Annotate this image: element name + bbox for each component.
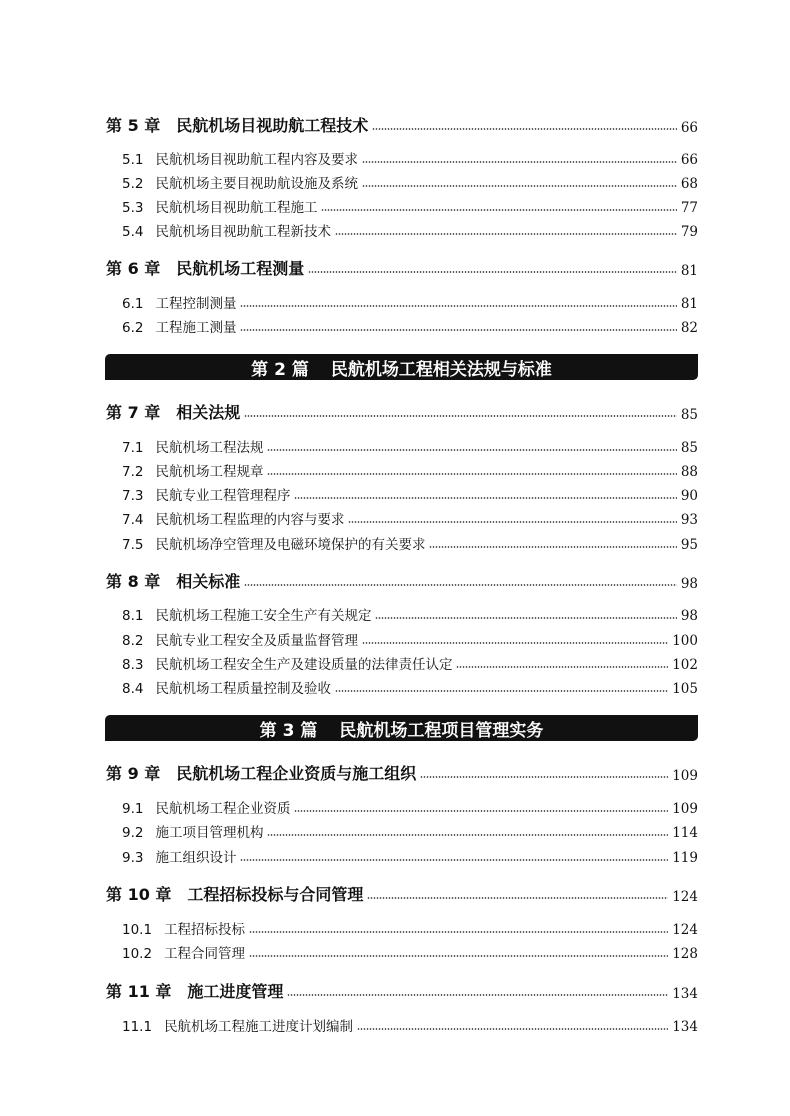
entry-title: 民航机场目视助航工程内容及要求	[155, 152, 358, 168]
dot-leader	[294, 497, 676, 499]
entry-number: 7.5	[122, 537, 144, 553]
page-number: 124	[672, 922, 698, 938]
dot-leader	[362, 161, 677, 163]
section-entry[interactable]	[122, 292, 698, 312]
entry-title: 民航机场工程企业资质与施工组织	[176, 764, 417, 783]
dot-leader	[267, 473, 676, 475]
page-number: 95	[680, 537, 698, 553]
entry-title: 民航机场目视助航工程施工	[155, 200, 318, 216]
page-number: 85	[680, 440, 698, 456]
part-number: 第 2 篇	[251, 359, 309, 380]
section-entry[interactable]	[122, 508, 698, 528]
dot-leader	[335, 690, 668, 692]
entry-title: 工程施工测量	[155, 320, 237, 336]
entry-number: 第 11 章	[106, 982, 172, 1001]
section-entry[interactable]	[122, 436, 698, 456]
dot-leader	[335, 233, 677, 235]
entry-number: 6.1	[122, 296, 144, 312]
entry-title: 民航机场目视助航工程技术	[176, 116, 369, 135]
entry-number: 10.1	[122, 922, 153, 938]
part-banner	[105, 715, 698, 741]
entry-title: 工程控制测量	[155, 296, 237, 312]
dot-leader	[372, 128, 677, 130]
entry-title: 工程合同管理	[164, 946, 246, 962]
entry-number: 5.3	[122, 200, 144, 216]
page-number: 109	[672, 768, 698, 784]
entry-number: 8.1	[122, 608, 144, 624]
dot-leader	[362, 642, 668, 644]
entry-title: 民航机场工程测量	[176, 259, 305, 278]
page-number: 100	[672, 633, 698, 649]
entry-number: 6.2	[122, 320, 144, 336]
entry-title: 民航机场工程安全生产及建设质量的法律责任认定	[155, 657, 453, 673]
part-number: 第 3 篇	[259, 720, 318, 741]
entry-number: 第 10 章	[106, 885, 172, 904]
section-entry[interactable]	[122, 653, 698, 673]
entry-title: 民航机场工程规章	[155, 464, 264, 480]
dot-leader	[357, 1028, 668, 1030]
page-number: 85	[680, 407, 698, 423]
entry-title: 工程招标投标	[164, 922, 246, 938]
dot-leader	[348, 521, 676, 523]
dot-leader	[267, 834, 668, 836]
entry-number: 第 5 章	[106, 116, 161, 135]
entry-number: 11.1	[122, 1019, 153, 1035]
page-number: 77	[680, 200, 698, 216]
section-entry[interactable]	[122, 629, 698, 649]
entry-title: 民航专业工程安全及质量监督管理	[155, 633, 358, 649]
page-number: 90	[680, 488, 698, 504]
entry-number: 7.2	[122, 464, 144, 480]
section-entry[interactable]	[122, 846, 698, 866]
dot-leader	[308, 271, 677, 273]
chapter-entry[interactable]	[106, 762, 698, 784]
entry-number: 9.3	[122, 850, 144, 866]
section-entry[interactable]	[122, 821, 698, 841]
entry-title: 民航专业工程管理程序	[155, 488, 291, 504]
page-number: 81	[680, 296, 698, 312]
dot-leader	[362, 185, 677, 187]
entry-title: 民航机场工程法规	[155, 440, 264, 456]
entry-title: 相关标准	[176, 572, 241, 591]
entry-title: 民航机场目视助航工程新技术	[155, 224, 331, 240]
section-entry[interactable]	[122, 484, 698, 504]
page-number: 98	[680, 576, 698, 592]
part-banner	[105, 354, 698, 380]
dot-leader	[456, 666, 668, 668]
dot-leader	[367, 897, 668, 899]
entry-title: 民航机场工程企业资质	[155, 801, 291, 817]
dot-leader	[249, 955, 668, 957]
section-entry[interactable]	[122, 316, 698, 336]
entry-number: 7.3	[122, 488, 144, 504]
section-entry[interactable]	[122, 677, 698, 697]
chapter-entry[interactable]	[106, 401, 698, 423]
part-title: 民航机场工程项目管理实务	[339, 720, 544, 741]
page-number: 66	[680, 120, 698, 136]
page-number: 128	[672, 946, 698, 962]
section-entry[interactable]	[122, 460, 698, 480]
chapter-entry[interactable]	[106, 570, 698, 592]
page-number: 66	[680, 152, 698, 168]
dot-leader	[244, 415, 677, 417]
dot-leader	[375, 617, 676, 619]
entry-number: 9.2	[122, 825, 144, 841]
entry-number: 第 6 章	[106, 259, 161, 278]
dot-leader	[240, 329, 676, 331]
section-entry[interactable]	[122, 797, 698, 817]
page-number: 134	[672, 1019, 698, 1035]
section-entry[interactable]	[122, 196, 698, 216]
entry-title: 民航机场工程质量控制及验收	[155, 681, 331, 697]
page-number: 134	[672, 986, 698, 1002]
page-number: 88	[680, 464, 698, 480]
entry-title: 工程招标投标与合同管理	[187, 885, 364, 904]
dot-leader	[240, 305, 676, 307]
page-number: 114	[672, 825, 698, 841]
entry-number: 第 8 章	[106, 572, 161, 591]
entry-number: 5.1	[122, 152, 144, 168]
section-entry[interactable]	[122, 172, 698, 192]
entry-number: 9.1	[122, 801, 144, 817]
dot-leader	[267, 449, 676, 451]
entry-title: 民航机场主要目视助航设施及系统	[155, 176, 358, 192]
entry-number: 8.4	[122, 681, 144, 697]
section-entry[interactable]	[122, 604, 698, 624]
page-number: 109	[672, 801, 698, 817]
dot-leader	[429, 546, 676, 548]
entry-number: 7.4	[122, 512, 144, 528]
section-entry[interactable]	[122, 942, 698, 962]
page-number: 124	[672, 889, 698, 905]
entry-number: 第 9 章	[106, 764, 161, 783]
dot-leader	[321, 209, 676, 211]
chapter-entry[interactable]	[106, 114, 698, 136]
page-number: 119	[672, 850, 698, 866]
page-number: 93	[680, 512, 698, 528]
entry-number: 8.3	[122, 657, 144, 673]
section-entry[interactable]	[122, 918, 698, 938]
section-entry[interactable]	[122, 533, 698, 553]
page-number: 68	[680, 176, 698, 192]
page-number: 79	[680, 224, 698, 240]
dot-leader	[249, 931, 668, 933]
page-number: 98	[680, 608, 698, 624]
dot-leader	[287, 994, 668, 996]
chapter-entry[interactable]	[106, 980, 698, 1002]
entry-number: 8.2	[122, 633, 144, 649]
entry-title: 民航机场净空管理及电磁环境保护的有关要求	[155, 537, 426, 553]
entry-title: 施工项目管理机构	[155, 825, 264, 841]
chapter-entry[interactable]	[106, 883, 698, 905]
section-entry[interactable]	[122, 1015, 698, 1035]
section-entry[interactable]	[122, 148, 698, 168]
chapter-entry[interactable]	[106, 257, 698, 279]
dot-leader	[240, 859, 668, 861]
dot-leader	[244, 584, 677, 586]
entry-number: 5.4	[122, 224, 144, 240]
part-title: 民航机场工程相关法规与标准	[330, 359, 552, 380]
entry-title: 民航机场工程施工进度计划编制	[164, 1019, 354, 1035]
page-number: 82	[680, 320, 698, 336]
section-entry[interactable]	[122, 220, 698, 240]
page-number: 81	[680, 263, 698, 279]
entry-number: 7.1	[122, 440, 144, 456]
entry-title: 施工进度管理	[187, 982, 284, 1001]
page-number: 105	[672, 681, 698, 697]
entry-title: 民航机场工程施工安全生产有关规定	[155, 608, 372, 624]
entry-title: 施工组织设计	[155, 850, 237, 866]
dot-leader	[294, 810, 668, 812]
entry-number: 10.2	[122, 946, 153, 962]
dot-leader	[420, 776, 668, 778]
entry-number: 第 7 章	[106, 403, 161, 422]
entry-number: 5.2	[122, 176, 144, 192]
page-number: 102	[672, 657, 698, 673]
entry-title: 相关法规	[176, 403, 241, 422]
entry-title: 民航机场工程监理的内容与要求	[155, 512, 345, 528]
